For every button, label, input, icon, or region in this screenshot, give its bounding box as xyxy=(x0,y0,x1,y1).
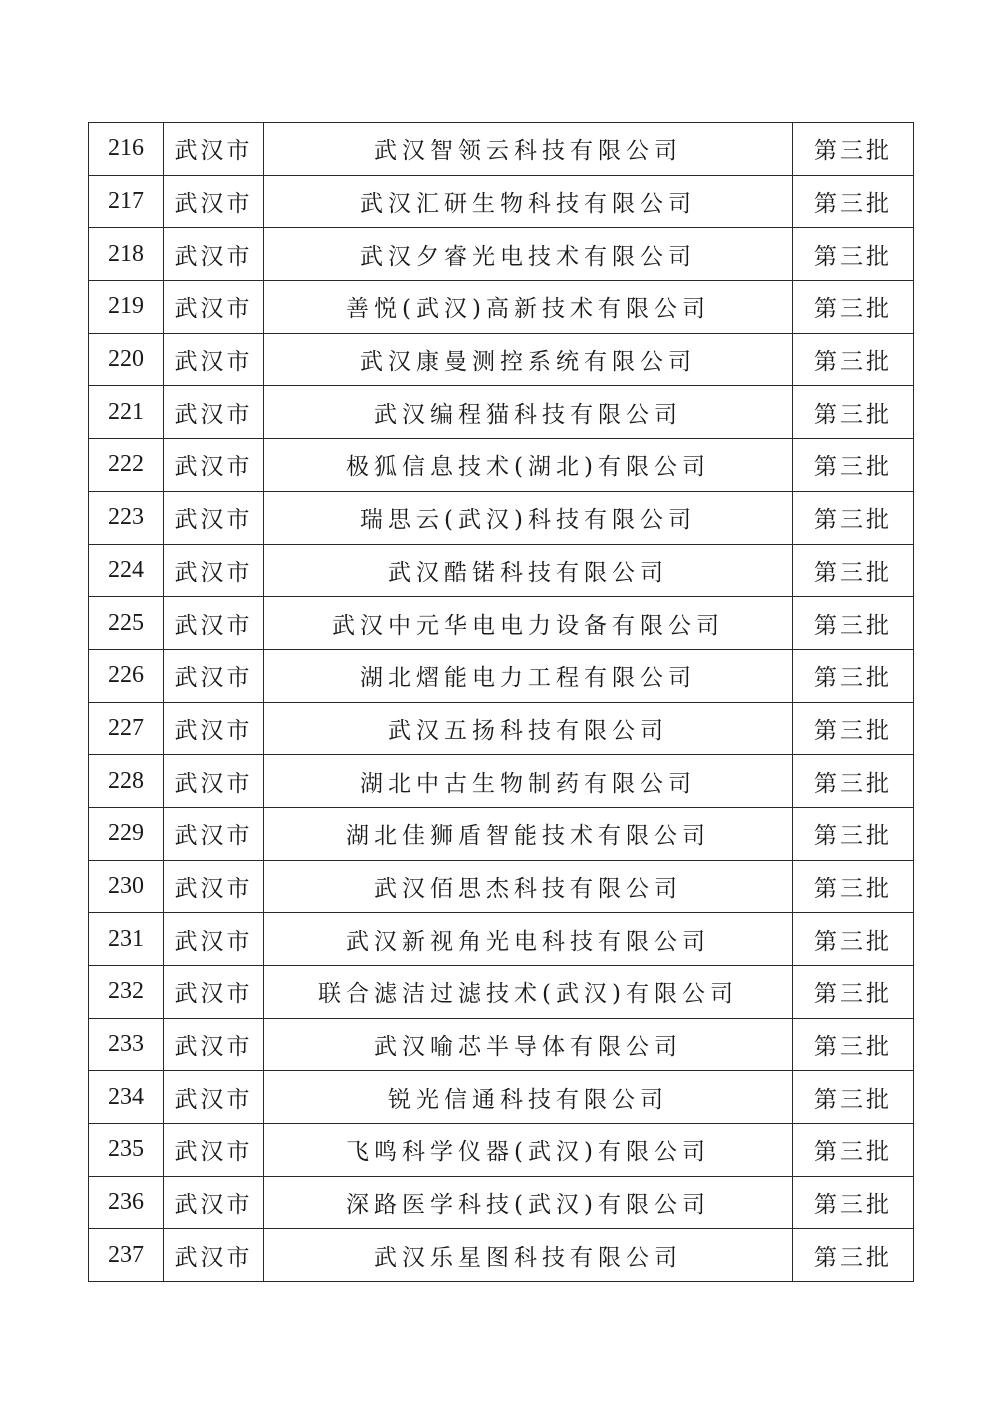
table-row xyxy=(89,544,914,597)
batch-cell: 第三批 xyxy=(793,860,914,913)
row-number-cell: 221 xyxy=(89,386,164,439)
company-name-cell: 武汉新视角光电科技有限公司 xyxy=(264,913,793,966)
city-cell: 武汉市 xyxy=(164,649,264,702)
city-cell: 武汉市 xyxy=(164,1176,264,1229)
row-number-cell: 232 xyxy=(89,966,164,1019)
city-cell: 武汉市 xyxy=(164,386,264,439)
row-number-cell: 228 xyxy=(89,755,164,808)
table-row xyxy=(89,439,914,492)
batch-cell: 第三批 xyxy=(793,1018,914,1071)
batch-cell: 第三批 xyxy=(793,702,914,755)
company-name-cell: 武汉乐星图科技有限公司 xyxy=(264,1229,793,1282)
table-row xyxy=(89,913,914,966)
company-name-cell: 瑞思云(武汉)科技有限公司 xyxy=(264,491,793,544)
row-number-cell: 233 xyxy=(89,1018,164,1071)
batch-cell: 第三批 xyxy=(793,491,914,544)
city-cell: 武汉市 xyxy=(164,439,264,492)
table-row xyxy=(89,281,914,334)
company-name-cell: 联合滤洁过滤技术(武汉)有限公司 xyxy=(264,966,793,1019)
company-name-cell: 武汉中元华电电力设备有限公司 xyxy=(264,597,793,650)
city-cell: 武汉市 xyxy=(164,175,264,228)
batch-cell: 第三批 xyxy=(793,913,914,966)
table-row xyxy=(89,228,914,281)
company-name-cell: 极狐信息技术(湖北)有限公司 xyxy=(264,439,793,492)
batch-cell: 第三批 xyxy=(793,544,914,597)
row-number-cell: 218 xyxy=(89,228,164,281)
row-number-cell: 222 xyxy=(89,439,164,492)
company-name-cell: 湖北中古生物制药有限公司 xyxy=(264,755,793,808)
company-name-cell: 深路医学科技(武汉)有限公司 xyxy=(264,1176,793,1229)
company-name-cell: 湖北熠能电力工程有限公司 xyxy=(264,649,793,702)
batch-cell: 第三批 xyxy=(793,597,914,650)
city-cell: 武汉市 xyxy=(164,755,264,808)
city-cell: 武汉市 xyxy=(164,860,264,913)
batch-cell: 第三批 xyxy=(793,439,914,492)
row-number-cell: 237 xyxy=(89,1229,164,1282)
company-name-cell: 武汉酷锘科技有限公司 xyxy=(264,544,793,597)
row-number-cell: 226 xyxy=(89,649,164,702)
row-number-cell: 234 xyxy=(89,1071,164,1124)
city-cell: 武汉市 xyxy=(164,913,264,966)
city-cell: 武汉市 xyxy=(164,807,264,860)
table-row xyxy=(89,1229,914,1282)
table-row xyxy=(89,1071,914,1124)
company-name-cell: 武汉智领云科技有限公司 xyxy=(264,123,793,176)
table-row xyxy=(89,860,914,913)
table-row xyxy=(89,649,914,702)
row-number-cell: 227 xyxy=(89,702,164,755)
city-cell: 武汉市 xyxy=(164,702,264,755)
company-name-cell: 武汉汇研生物科技有限公司 xyxy=(264,175,793,228)
company-name-cell: 善悦(武汉)高新技术有限公司 xyxy=(264,281,793,334)
batch-cell: 第三批 xyxy=(793,123,914,176)
city-cell: 武汉市 xyxy=(164,1124,264,1177)
company-name-cell: 飞鸣科学仪器(武汉)有限公司 xyxy=(264,1124,793,1177)
company-name-cell: 武汉康曼测控系统有限公司 xyxy=(264,333,793,386)
city-cell: 武汉市 xyxy=(164,1018,264,1071)
table-row xyxy=(89,597,914,650)
row-number-cell: 235 xyxy=(89,1124,164,1177)
table-row xyxy=(89,123,914,176)
table-row xyxy=(89,966,914,1019)
table-row xyxy=(89,1176,914,1229)
batch-cell: 第三批 xyxy=(793,1176,914,1229)
city-cell: 武汉市 xyxy=(164,281,264,334)
company-name-cell: 武汉编程猫科技有限公司 xyxy=(264,386,793,439)
table-row xyxy=(89,702,914,755)
company-name-cell: 武汉喻芯半导体有限公司 xyxy=(264,1018,793,1071)
batch-cell: 第三批 xyxy=(793,966,914,1019)
batch-cell: 第三批 xyxy=(793,1229,914,1282)
batch-cell: 第三批 xyxy=(793,175,914,228)
row-number-cell: 231 xyxy=(89,913,164,966)
row-number-cell: 220 xyxy=(89,333,164,386)
city-cell: 武汉市 xyxy=(164,491,264,544)
city-cell: 武汉市 xyxy=(164,228,264,281)
batch-cell: 第三批 xyxy=(793,333,914,386)
row-number-cell: 216 xyxy=(89,123,164,176)
table-row xyxy=(89,807,914,860)
city-cell: 武汉市 xyxy=(164,333,264,386)
row-number-cell: 230 xyxy=(89,860,164,913)
batch-cell: 第三批 xyxy=(793,386,914,439)
city-cell: 武汉市 xyxy=(164,966,264,1019)
row-number-cell: 236 xyxy=(89,1176,164,1229)
row-number-cell: 224 xyxy=(89,544,164,597)
table-row xyxy=(89,755,914,808)
city-cell: 武汉市 xyxy=(164,123,264,176)
city-cell: 武汉市 xyxy=(164,1229,264,1282)
table-row xyxy=(89,491,914,544)
roster-table-body xyxy=(89,123,914,1282)
batch-cell: 第三批 xyxy=(793,281,914,334)
batch-cell: 第三批 xyxy=(793,1124,914,1177)
company-roster-table xyxy=(88,122,914,1282)
batch-cell: 第三批 xyxy=(793,1071,914,1124)
table-row xyxy=(89,175,914,228)
table-row xyxy=(89,333,914,386)
table-row xyxy=(89,1018,914,1071)
row-number-cell: 217 xyxy=(89,175,164,228)
table-row xyxy=(89,386,914,439)
company-name-cell: 武汉佰思杰科技有限公司 xyxy=(264,860,793,913)
batch-cell: 第三批 xyxy=(793,807,914,860)
batch-cell: 第三批 xyxy=(793,228,914,281)
city-cell: 武汉市 xyxy=(164,1071,264,1124)
row-number-cell: 219 xyxy=(89,281,164,334)
row-number-cell: 229 xyxy=(89,807,164,860)
row-number-cell: 225 xyxy=(89,597,164,650)
batch-cell: 第三批 xyxy=(793,755,914,808)
company-name-cell: 锐光信通科技有限公司 xyxy=(264,1071,793,1124)
table-row xyxy=(89,1124,914,1177)
city-cell: 武汉市 xyxy=(164,597,264,650)
row-number-cell: 223 xyxy=(89,491,164,544)
batch-cell: 第三批 xyxy=(793,649,914,702)
company-name-cell: 武汉夕睿光电技术有限公司 xyxy=(264,228,793,281)
company-name-cell: 武汉五扬科技有限公司 xyxy=(264,702,793,755)
company-name-cell: 湖北佳狮盾智能技术有限公司 xyxy=(264,807,793,860)
city-cell: 武汉市 xyxy=(164,544,264,597)
